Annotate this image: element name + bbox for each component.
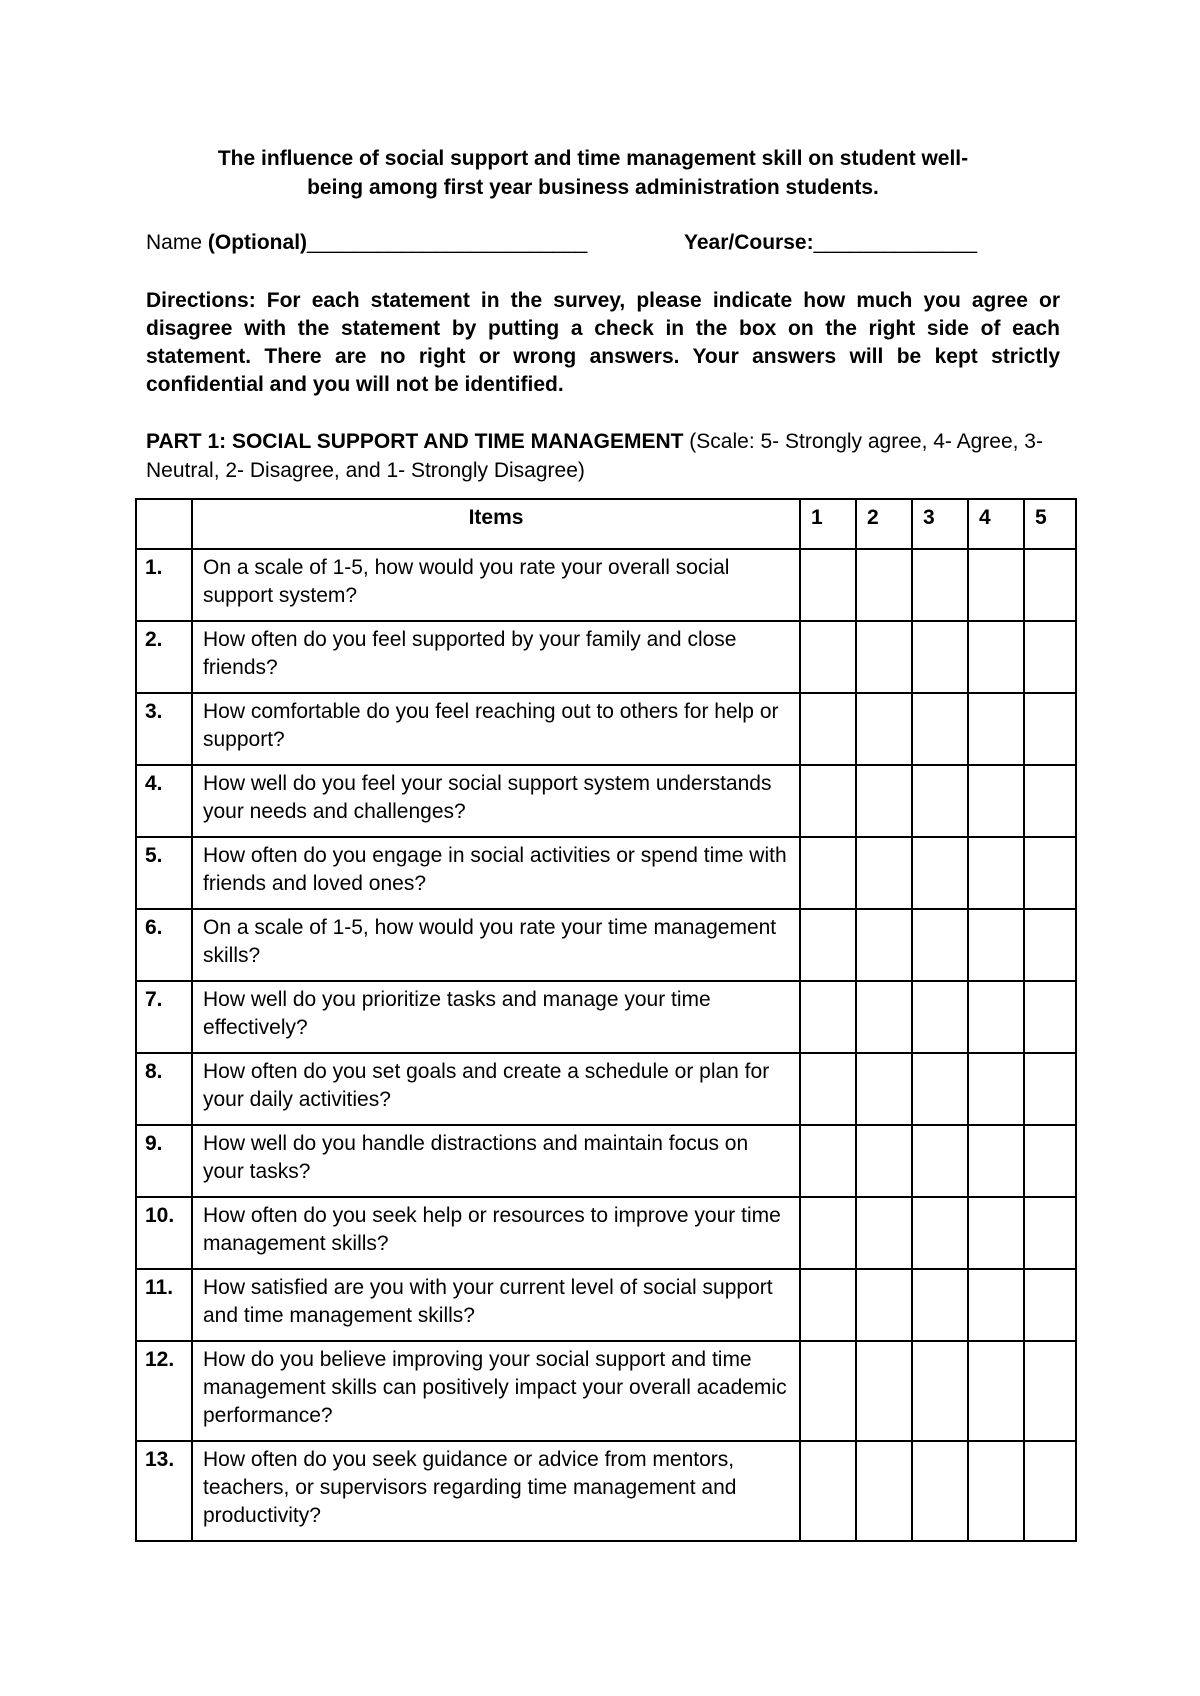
table-row — [136, 1125, 1076, 1197]
item-number: 4. — [136, 765, 192, 837]
year-course-field[interactable]: ______________ — [813, 231, 978, 254]
table-row — [136, 549, 1076, 621]
rating-box-5[interactable] — [1024, 1341, 1076, 1441]
table-row — [136, 1441, 1076, 1541]
item-number: 9. — [136, 1125, 192, 1197]
title-line-1: The influence of social support and time management skill on student well- — [217, 147, 969, 170]
rating-box-3[interactable] — [912, 981, 968, 1053]
item-number: 6. — [136, 909, 192, 981]
rating-box-1[interactable] — [800, 1053, 856, 1125]
rating-box-5[interactable] — [1024, 1197, 1076, 1269]
rating-box-2[interactable] — [856, 1341, 912, 1441]
table-row — [136, 1053, 1076, 1125]
rating-box-4[interactable] — [968, 549, 1024, 621]
rating-box-5[interactable] — [1024, 981, 1076, 1053]
rating-box-5[interactable] — [1024, 1125, 1076, 1197]
rating-box-3[interactable] — [912, 909, 968, 981]
rating-box-4[interactable] — [968, 909, 1024, 981]
rating-box-2[interactable] — [856, 549, 912, 621]
rating-box-2[interactable] — [856, 765, 912, 837]
year-course-label: Year/Course: — [684, 231, 814, 254]
rating-box-2[interactable] — [856, 837, 912, 909]
rating-box-1[interactable] — [800, 1125, 856, 1197]
table-row — [136, 765, 1076, 837]
item-question: On a scale of 1-5, how would you rate your overall social support system? — [192, 549, 800, 621]
rating-box-2[interactable] — [856, 1197, 912, 1269]
rating-box-3[interactable] — [912, 621, 968, 693]
item-question: How well do you handle distractions and maintain focus on your tasks? — [192, 1125, 800, 1197]
item-question: How often do you seek guidance or advice from mentors, teachers, or supervisors regarding time management and productivity? — [192, 1441, 800, 1541]
rating-box-1[interactable] — [800, 693, 856, 765]
item-question: How often do you set goals and create a schedule or plan for your daily activities? — [192, 1053, 800, 1125]
item-question: How do you believe improving your social support and time management skills can positively impact your overall academic performance? — [192, 1341, 800, 1441]
table-row — [136, 981, 1076, 1053]
item-number: 13. — [136, 1441, 192, 1541]
rating-box-5[interactable] — [1024, 1441, 1076, 1541]
rating-box-5[interactable] — [1024, 837, 1076, 909]
rating-box-2[interactable] — [856, 909, 912, 981]
rating-box-3[interactable] — [912, 1053, 968, 1125]
rating-box-4[interactable] — [968, 621, 1024, 693]
item-question: How often do you seek help or resources to improve your time management skills? — [192, 1197, 800, 1269]
rating-box-1[interactable] — [800, 837, 856, 909]
rating-box-5[interactable] — [1024, 1053, 1076, 1125]
table-row — [136, 1341, 1076, 1441]
rating-box-3[interactable] — [912, 1269, 968, 1341]
rating-box-5[interactable] — [1024, 621, 1076, 693]
rating-box-2[interactable] — [856, 981, 912, 1053]
rating-box-3[interactable] — [912, 1125, 968, 1197]
number-column-header — [136, 499, 192, 549]
table-row — [136, 837, 1076, 909]
item-number: 12. — [136, 1341, 192, 1441]
item-question: How well do you prioritize tasks and manage your time effectively? — [192, 981, 800, 1053]
directions-text: Directions: For each statement in the survey, please indicate how much you agree or disagree with the statement by putting a check in the box on the right side of each statement. There are no right or wrong answers. Your answers will be kept strictly confidential and you will not be identified. — [146, 289, 1060, 396]
rating-box-4[interactable] — [968, 837, 1024, 909]
item-question: How comfortable do you feel reaching out to others for help or support? — [192, 693, 800, 765]
rating-box-3[interactable] — [912, 1441, 968, 1541]
item-question: How well do you feel your social support system understands your needs and challenges? — [192, 765, 800, 837]
rating-box-2[interactable] — [856, 693, 912, 765]
rating-box-3[interactable] — [912, 549, 968, 621]
rating-box-4[interactable] — [968, 1441, 1024, 1541]
name-field[interactable]: ________________________ — [307, 231, 588, 254]
item-number: 5. — [136, 837, 192, 909]
item-question: How satisfied are you with your current level of social support and time management skills? — [192, 1269, 800, 1341]
name-optional-label: (Optional) — [207, 231, 308, 254]
rating-box-4[interactable] — [968, 765, 1024, 837]
rating-box-2[interactable] — [856, 1269, 912, 1341]
rating-box-1[interactable] — [800, 981, 856, 1053]
item-question: How often do you feel supported by your family and close friends? — [192, 621, 800, 693]
rating-box-2[interactable] — [856, 1441, 912, 1541]
table-row — [136, 1269, 1076, 1341]
table-row — [136, 693, 1076, 765]
part-1-heading — [146, 427, 1070, 485]
part-1-scale: (Scale: 5- Strongly agree, 4- Agree, 3- Neutral, 2- Disagree, and 1- Strongly Disagree) — [146, 430, 1043, 482]
rating-box-5[interactable] — [1024, 1269, 1076, 1341]
rating-box-3[interactable] — [912, 837, 968, 909]
scale-header-3: 3 — [912, 499, 968, 549]
rating-box-1[interactable] — [800, 1441, 856, 1541]
scale-header-1: 1 — [800, 499, 856, 549]
rating-box-4[interactable] — [968, 1053, 1024, 1125]
table-header-row — [136, 499, 1076, 549]
rating-box-1[interactable] — [800, 1341, 856, 1441]
rating-box-2[interactable] — [856, 621, 912, 693]
rating-box-1[interactable] — [800, 765, 856, 837]
item-number: 1. — [136, 549, 192, 621]
item-question: On a scale of 1-5, how would you rate your time management skills? — [192, 909, 800, 981]
table-row — [136, 909, 1076, 981]
item-number: 3. — [136, 693, 192, 765]
rating-box-4[interactable] — [968, 1341, 1024, 1441]
year-course-group — [684, 228, 977, 257]
rating-box-1[interactable] — [800, 621, 856, 693]
survey-title — [130, 144, 1056, 202]
rating-box-1[interactable] — [800, 549, 856, 621]
item-number: 7. — [136, 981, 192, 1053]
title-line-2: being among first year business administration students. — [307, 176, 879, 199]
table-row — [136, 1197, 1076, 1269]
item-question: How often do you engage in social activities or spend time with friends and loved ones? — [192, 837, 800, 909]
rating-box-5[interactable] — [1024, 549, 1076, 621]
rating-box-1[interactable] — [800, 1197, 856, 1269]
name-label: Name — [146, 231, 203, 254]
respondent-info-row — [146, 228, 1066, 257]
part-1-title: PART 1: SOCIAL SUPPORT AND TIME MANAGEMENT — [146, 430, 684, 453]
rating-box-3[interactable] — [912, 693, 968, 765]
rating-box-3[interactable] — [912, 1197, 968, 1269]
scale-header-4: 4 — [968, 499, 1024, 549]
item-number: 2. — [136, 621, 192, 693]
rating-box-3[interactable] — [912, 1341, 968, 1441]
item-number: 11. — [136, 1269, 192, 1341]
rating-box-4[interactable] — [968, 1125, 1024, 1197]
item-number: 10. — [136, 1197, 192, 1269]
rating-box-2[interactable] — [856, 1053, 912, 1125]
rating-box-1[interactable] — [800, 1269, 856, 1341]
item-number: 8. — [136, 1053, 192, 1125]
rating-box-4[interactable] — [968, 1197, 1024, 1269]
rating-box-5[interactable] — [1024, 693, 1076, 765]
rating-box-3[interactable] — [912, 765, 968, 837]
rating-box-2[interactable] — [856, 1125, 912, 1197]
survey-table — [135, 498, 1077, 1542]
scale-header-5: 5 — [1024, 499, 1076, 549]
rating-box-4[interactable] — [968, 981, 1024, 1053]
rating-box-4[interactable] — [968, 1269, 1024, 1341]
rating-box-1[interactable] — [800, 909, 856, 981]
rating-box-4[interactable] — [968, 693, 1024, 765]
rating-box-5[interactable] — [1024, 765, 1076, 837]
table-row — [136, 621, 1076, 693]
scale-header-2: 2 — [856, 499, 912, 549]
rating-box-5[interactable] — [1024, 909, 1076, 981]
items-column-header: Items — [192, 499, 800, 549]
